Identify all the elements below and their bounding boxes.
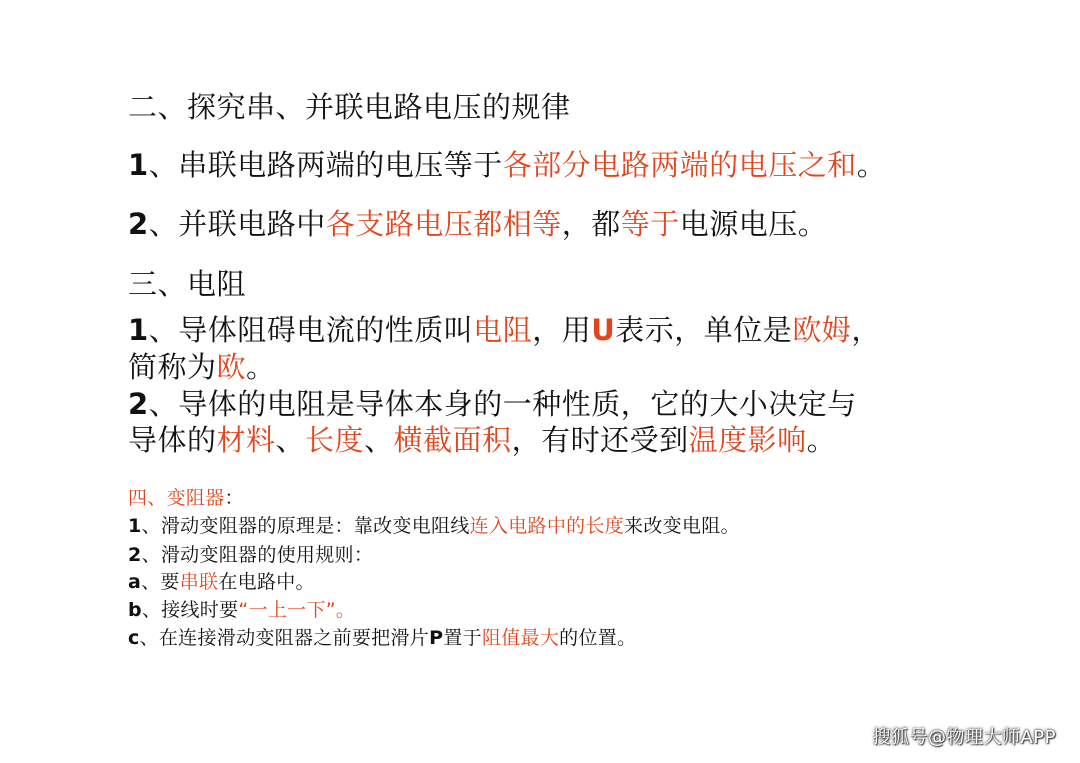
highlight-text: 阻值最大 bbox=[481, 627, 560, 649]
section4-item-a bbox=[128, 573, 315, 592]
item-number: 2 bbox=[128, 544, 142, 566]
highlight-text: 欧姆 bbox=[792, 313, 852, 347]
section4-item-c bbox=[128, 629, 636, 648]
highlight-text: 连入电路中的长度 bbox=[469, 515, 625, 537]
item-text: 。 bbox=[246, 350, 276, 384]
highlight-text: 各支路电压都相等 bbox=[325, 207, 562, 241]
section4-item1 bbox=[128, 517, 740, 536]
section3-title-text: 三、电阻 bbox=[128, 267, 247, 301]
item-text: 。 bbox=[856, 148, 887, 182]
section2-item1 bbox=[128, 148, 887, 182]
highlight-text: 温度影响 bbox=[688, 423, 807, 457]
symbol-text: U bbox=[591, 313, 616, 347]
item-text: 、并联电路中 bbox=[148, 207, 326, 241]
highlight-text: 横截面积 bbox=[393, 423, 512, 457]
watermark: 搜狐号@物理大师APP bbox=[872, 727, 1056, 748]
item-text: 、在连接滑动变阻器之前要把滑片 bbox=[139, 627, 430, 649]
item-letter: b bbox=[128, 599, 142, 621]
item-text: 表示，单位是 bbox=[615, 313, 793, 347]
item-number: 2 bbox=[128, 207, 149, 241]
item-number: 1 bbox=[128, 515, 142, 537]
item-text: 、 bbox=[275, 423, 306, 457]
item-text: 电源电压。 bbox=[679, 207, 828, 241]
item-letter: a bbox=[128, 571, 142, 593]
section2-title bbox=[128, 90, 571, 124]
item-text: 、导体阻碍电流的性质叫 bbox=[148, 313, 474, 347]
item-text: ，用 bbox=[532, 313, 592, 347]
highlight-text: 欧 bbox=[216, 350, 247, 384]
highlight-text: 长度 bbox=[305, 423, 365, 457]
section3-item2-line1 bbox=[128, 387, 857, 421]
item-text: ： bbox=[224, 487, 244, 509]
item-text: 、要 bbox=[141, 571, 180, 593]
section4-title bbox=[128, 489, 244, 508]
section2-title-text: 二、探究串、并联电路电压的规律 bbox=[128, 90, 571, 124]
item-text: 、串联电路两端的电压等于 bbox=[148, 148, 503, 182]
item-text: 来改变电阻。 bbox=[624, 515, 740, 537]
item-text: 的位置。 bbox=[559, 627, 637, 649]
section2-item2 bbox=[128, 207, 828, 241]
item-text: 、接线时要 bbox=[141, 599, 239, 621]
item-text: 置于 bbox=[443, 627, 482, 649]
section4-item2 bbox=[128, 546, 373, 565]
item-text: 。 bbox=[806, 423, 837, 457]
item-text: 导体的 bbox=[128, 423, 217, 457]
highlight-text: 材料 bbox=[216, 423, 276, 457]
item-text: 、滑动变阻器的原理是：靠改变电阻线 bbox=[141, 515, 470, 537]
section3-item1-line2 bbox=[128, 350, 276, 384]
section3-title bbox=[128, 267, 247, 301]
highlight-text: 等于 bbox=[620, 207, 680, 241]
item-letter: c bbox=[128, 627, 140, 649]
item-text: ， bbox=[851, 313, 881, 347]
highlight-text: “一上一下”。 bbox=[238, 599, 356, 621]
section4-item-b bbox=[128, 601, 355, 620]
section3-item1-line1 bbox=[128, 313, 881, 347]
highlight-text: 串联 bbox=[179, 571, 219, 593]
item-text: 简称为 bbox=[128, 350, 217, 384]
section4-title-text: 四、变阻器 bbox=[128, 487, 225, 509]
item-number: 1 bbox=[128, 313, 149, 347]
item-text: 、 bbox=[364, 423, 394, 457]
item-text: 、导体的电阻是导体本身的一种性质，它的大小决定与 bbox=[148, 387, 857, 421]
item-text: ，都 bbox=[561, 207, 621, 241]
symbol-text: P bbox=[429, 627, 444, 649]
item-text: 、滑动变阻器的使用规则： bbox=[141, 544, 374, 566]
item-number: 2 bbox=[128, 387, 149, 421]
section3-item2-line2 bbox=[128, 423, 837, 457]
item-number: 1 bbox=[128, 148, 149, 182]
highlight-text: 各部分电路两端的电压之和 bbox=[502, 148, 857, 182]
highlight-text: 电阻 bbox=[473, 313, 533, 347]
item-text: ，有时还受到 bbox=[511, 423, 689, 457]
item-text: 在电路中。 bbox=[218, 571, 315, 593]
